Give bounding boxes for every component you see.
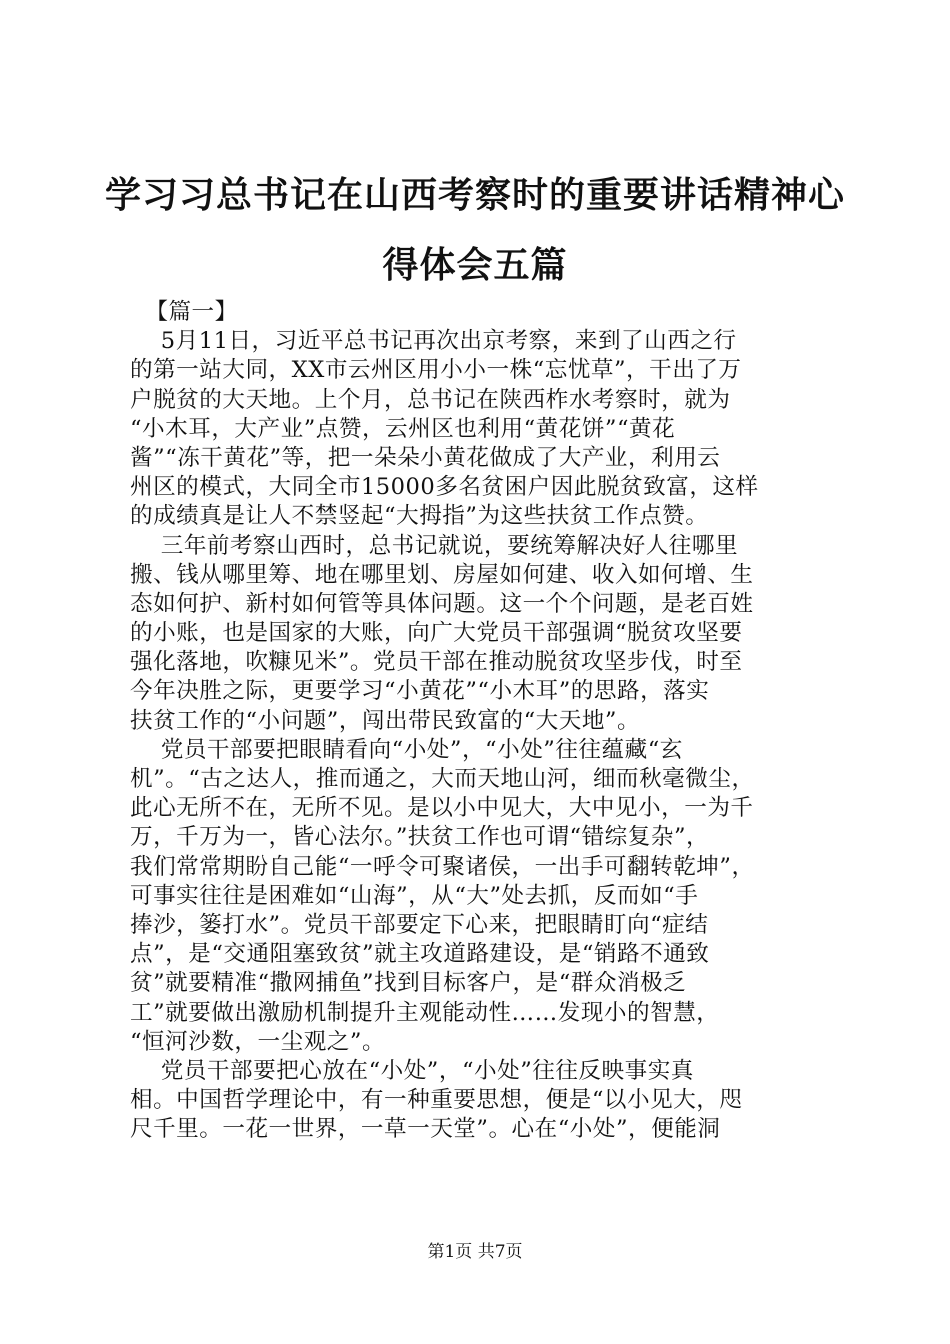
body-line: 此心无所不在，无所不见。是以小中见大，大中见小，一为千 <box>130 795 754 822</box>
body-line: 户脱贫的大天地。上个月，总书记在陕西柞水考察时，就为 <box>130 386 731 413</box>
page-number-footer: 第1页 共7页 <box>427 1242 523 1262</box>
body-line: 捧沙，篓打水”。党员干部要定下心来，把眼睛盯向“症结 <box>130 911 709 938</box>
body-line: 尺千里。一花一世界，一草一天堂”。心在“小处”，便能洞 <box>130 1116 721 1143</box>
body-line: 贫”就要精准“撒网捕鱼”找到目标客户，是“群众消极乏 <box>130 970 687 997</box>
body-line: 党员干部要把眼睛看向“小处”，“小处”往往蕴藏“玄 <box>130 736 683 763</box>
body-line: 州区的模式，大同全市15000多名贫困户因此脱贫致富，这样 <box>130 474 759 501</box>
body-line: 搬、钱从哪里筹、地在哪里划、房屋如何建、收入如何增、生 <box>130 561 754 588</box>
body-line: 三年前考察山西时，总书记就说，要统筹解决好人往哪里 <box>130 532 739 559</box>
body-line: 的成绩真是让人不禁竖起“大拇指”为这些扶贫工作点赞。 <box>130 503 709 530</box>
body-line: 点”，是“交通阻塞致贫”就主攻道路建设，是“销路不通致 <box>130 941 710 968</box>
document-body <box>130 298 830 1144</box>
body-line: 万，千万为一，皆心法尔。”扶贫工作也可谓“错综复杂”， <box>130 824 710 851</box>
title-line-2: 得体会五篇 <box>382 244 568 286</box>
body-line: 党员干部要把心放在“小处”，“小处”往往反映事实真 <box>130 1057 694 1084</box>
body-line: 机”。“古之达人，推而通之，大而天地山河，细而秋毫微尘， <box>130 766 755 792</box>
body-line: 强化落地，吹糠见米”。党员干部在推动脱贫攻坚步伐，时至 <box>130 649 743 676</box>
body-line: 可事实往往是困难如“山海”，从“大”处去抓，反而如“手 <box>130 882 699 909</box>
body-line: 今年决胜之际，更要学习“小黄花”“小木耳”的思路，落实 <box>130 678 710 705</box>
body-line: 的小账，也是国家的大账，向广大党员干部强调“脱贫攻坚要 <box>130 620 743 647</box>
body-line: 扶贫工作的“小问题”，闯出带民致富的“大天地”。 <box>130 707 641 734</box>
document-title <box>100 160 850 300</box>
body-line: 我们常常期盼自己能“一呼令可聚诸侯，一出手可翻转乾坤”， <box>130 853 755 880</box>
body-line: 酱”“冻干黄花”等，把一朵朵小黄花做成了大产业，利用云 <box>130 444 721 471</box>
body-line: “恒河沙数，一尘观之”。 <box>130 1028 386 1055</box>
body-line: 5月11日，习近平总书记再次出京考察，来到了山西之行 <box>130 328 737 355</box>
body-line: 工”就要做出激励机制提升主观能动性……发现小的智慧， <box>130 999 720 1026</box>
body-line: “小木耳，大产业”点赞，云州区也利用“黄花饼”“黄花 <box>130 415 676 442</box>
body-line: 【篇一】 <box>130 299 238 325</box>
title-line-1: 学习习总书记在山西考察时的重要讲话精神心 <box>104 174 845 216</box>
body-line: 态如何护、新村如何管等具体问题。这一个个问题，是老百姓 <box>130 590 754 617</box>
body-line: 的第一站大同，XX市云州区用小小一株“忘忧草”，干出了万 <box>130 357 742 384</box>
body-line: 相。中国哲学理论中，有一种重要思想，便是“以小见大，咫 <box>130 1087 743 1114</box>
